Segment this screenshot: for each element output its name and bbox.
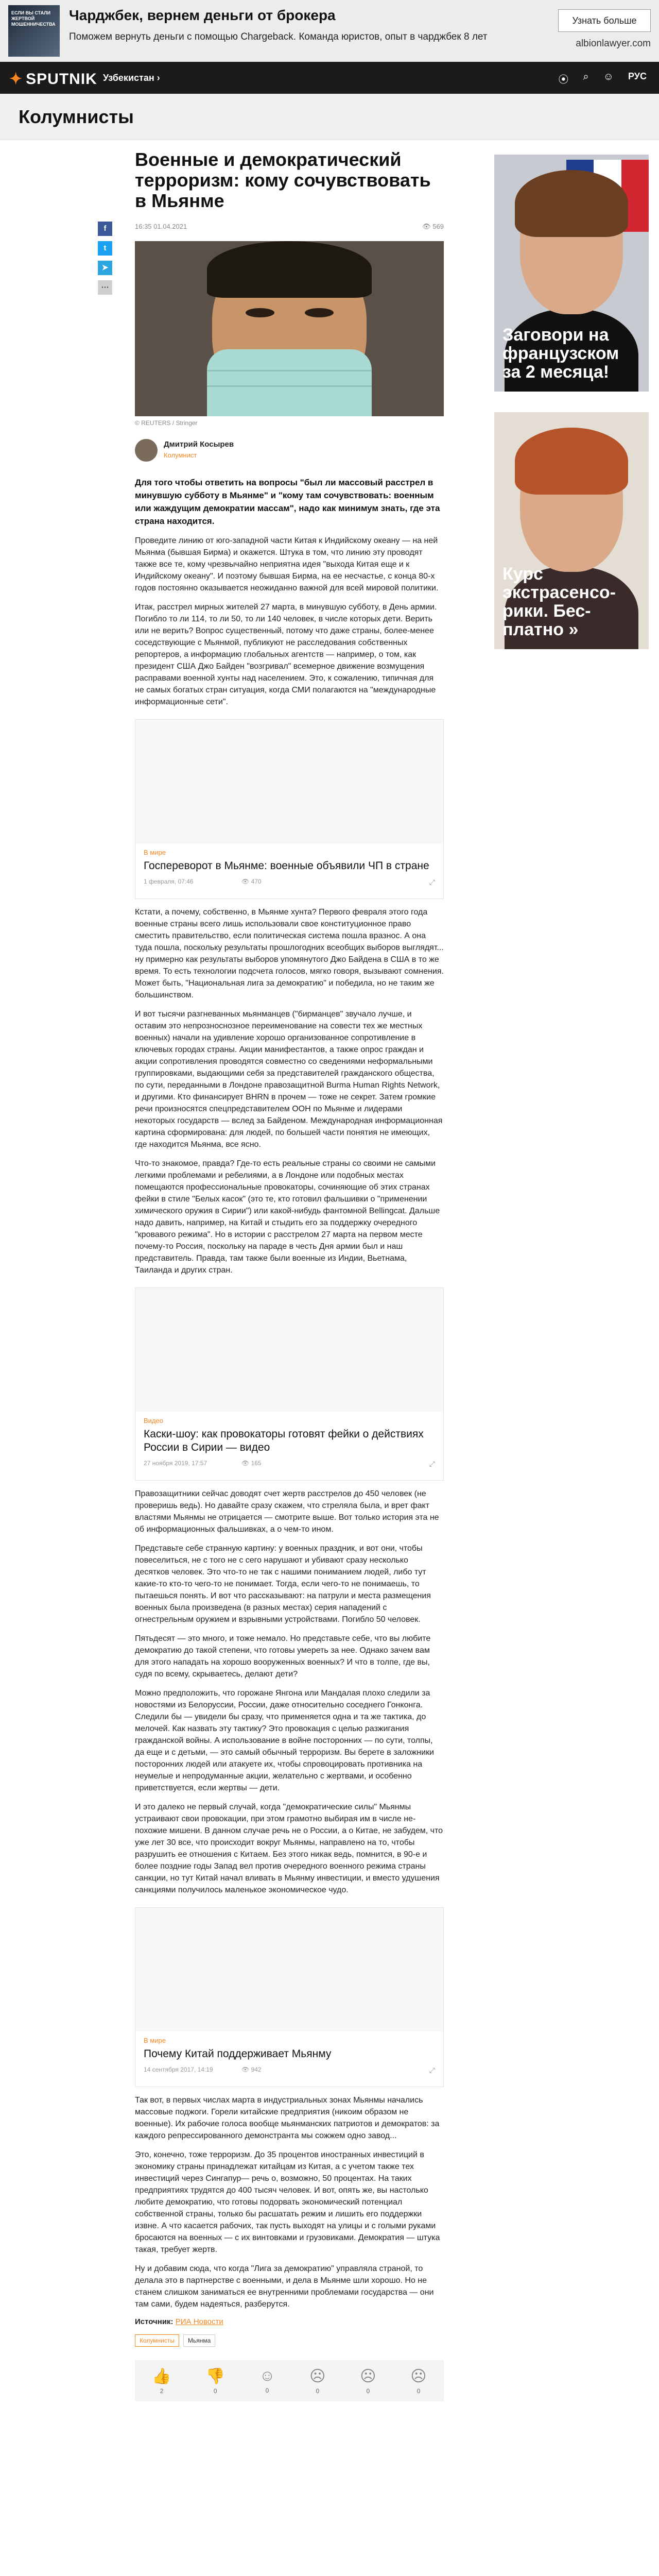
reaction-glyph: ☹ (410, 2367, 427, 2385)
card-date: 1 февраля, 07:46 (144, 878, 194, 885)
ad-banner[interactable] (0, 0, 659, 62)
card-rubric[interactable]: Видео (144, 1417, 163, 1425)
radio-icon[interactable]: ⦿ (558, 74, 569, 86)
sad-icon[interactable] (360, 2367, 376, 2395)
promo-extrasensory-course[interactable] (494, 412, 649, 649)
reaction-glyph: 👍 (152, 2367, 171, 2385)
sputnik-logo[interactable] (9, 70, 97, 88)
article-paragraph: Кстати, а почему, собственно, в Мьянме хунта? Первого февраля этого года военные страны всего лишь использовали свое конституционное право сместить правительство, если политическая система пошла вразнос. А она туда пошла, поскольку результаты прошлогодних всеобщих выборов выглядят... ну примерно как результаты выборов упомянутого Джо Байдена в США в то же время. То есть технологии подсчета голосов, мягко говоря, вызывают сомнения. Может быть, "Национальная лига за демократию" и победила, но не таким же большинством. (135, 908, 444, 999)
photo-caption[interactable]: © REUTERS / Stringer (135, 419, 198, 427)
photo-eye-right (305, 308, 334, 317)
article-title: Военные и демократический терроризм: кому сочувствовать в Мьянме (135, 149, 431, 211)
search-icon[interactable]: ⌕ (583, 71, 589, 82)
expand-icon[interactable]: ⤢ (429, 878, 435, 886)
ad-description: Поможем вернуть деньги с помощью Chargeback. Команда юристов, опыт в чарджбек 8 лет (69, 31, 488, 42)
card-views-count: 470 (251, 878, 262, 885)
article-paragraph: Так вот, в первых числах марта в индустриальных зонах Мьянмы начались массовые поджоги. Горели китайские предприятия (никоим образом не военные). Их рабочие голоса вообще мьянманских патриотов и демократов: за каждого репрессированного демонстранта мы сожжем одно завод... (135, 2096, 440, 2140)
angry-icon[interactable] (410, 2367, 426, 2395)
ad-thumbnail[interactable] (8, 5, 60, 57)
article-paragraph: Итак, расстрел мирных жителей 27 марта, в минувшую субботу, в День армии. Погибло то ли 114, то ли 50, то ли 140 человек, в числе которых дети. Верить или не верить? Вопрос существенный, потому что даже страны, более-менее соседствующие с Мьянмой, публикуют не расследования собственных репортеров, а информацию глобальных агентств — например, о том, как президент США Джо Байден "возгривал" всемерное движение возмущения расправами военной хунты над населением. Это, к сожалению, типичная для не самых богатых стран ситуация, когда СМИ полагаются на "международные информационные сети". (135, 603, 437, 706)
article-paragraph: Пятьдесят — это много, и тоже немало. Но представьте себе, что вы любите демократию до такой степени, что готовы умереть за нее. Однако зачем вам для этого нападать на хорошо вооруженных военных? И что в толпе, где вы, судя по всему, скрываетесь, делают дети? (135, 1634, 431, 1679)
card-image[interactable] (135, 1908, 443, 2031)
author-name[interactable]: Дмитрий Косырев (164, 440, 234, 449)
reaction-count: 0 (417, 2387, 421, 2395)
article-paragraph: И это далеко не первый случай, когда "демократические силы" Мьянмы устраивают свои провокации, при этом грамотно выбирая им в числе не-похожие мишени. В данном случае речь не о России, а о Китае, не забудем, что уже лет 30 все, что происходит вокруг Мьянмы, направлено на то, чтобы разрушить ее отношения с Китаем. Без этого никак ведь, помнится, в 90-е и более поздние годы Запад вел против очередного военного режима страны санкции, но тут Китай начал вливать в Мьянму инвестиции, и вместо удушения санкциями получилось маленькое экономическое чудо. (135, 1803, 443, 1894)
promo-text[interactable]: Курс экстрасенсо-рики. Бес-платно » (502, 564, 616, 639)
expand-icon[interactable]: ⤢ (429, 1460, 435, 1468)
facebook-share-button[interactable]: f (98, 222, 112, 236)
surprise-icon[interactable] (309, 2367, 325, 2395)
card-image[interactable] (135, 1288, 443, 1412)
article-date: 16:35 01.04.2021 (135, 223, 187, 230)
article-paragraph: Представьте себе странную картину: у военных праздник, и вот они, чтобы повеселиться, не с того не с сего нарушают и убивают сразу несколько десятков человек. Это что-то не так с нашими пониманием людей, либо тут какие-то кто-то чего-то не понимает. Тогда, если чего-то не понимаешь, то пытаешься понять. И вот что рассказывают: на патрули и места размещения военных была произведена (в разных местах) серия нападений с огнестрельным оружием и взрывными устройствами. Погибло 50 человек. (135, 1544, 431, 1624)
article-views (422, 223, 444, 231)
sidebar (494, 155, 649, 670)
share-bar (98, 222, 112, 300)
source-link[interactable]: РИА Новости (175, 2317, 223, 2326)
reaction-count: 2 (160, 2387, 164, 2395)
photo-mask (207, 349, 372, 416)
user-icon[interactable]: ☺ (603, 71, 614, 82)
tag-list (135, 2334, 444, 2347)
author-avatar[interactable] (135, 439, 158, 462)
card-date: 27 ноября 2019, 17:57 (144, 1460, 207, 1467)
related-article-card[interactable] (135, 719, 444, 899)
related-article-card[interactable] (135, 1907, 444, 2087)
article-photo (135, 241, 444, 416)
reaction-count: 0 (213, 2387, 217, 2395)
article-paragraph: Это, конечно, тоже терроризм. До 35 процентов иностранных инвестиций в экономику страны принадлежат китайцам из Китая, а с учетом также тех инвестиций через Сингапур— речь о, возможно, 50 процентах. На таких предприятиях трудятся до 400 тысяч человек. И вот, опять же, вы настолько любите демократию, что готовы подорвать экономический потенциал собственной страны, только бы расшатать режим и лишить его поддержки извне. А что касается рабочих, так пусть выходят на улицы и с голыми руками бросаются на военных — с их винтовками и грузовиками. Демократия — штука такая, требует жертв. (135, 2150, 440, 2254)
photo-mask-stripe (207, 385, 372, 387)
article-meta (135, 223, 444, 235)
card-views-count: 942 (251, 2066, 262, 2073)
reaction-count: 0 (366, 2387, 370, 2395)
card-views: 👁 165 (241, 1460, 262, 1467)
section-title[interactable]: Колумнисты (19, 106, 134, 127)
section-header (0, 94, 659, 140)
card-title[interactable]: Каски-шоу: как провокаторы готовят фейки о действиях России в Сирии — видео (144, 1428, 424, 1453)
card-meta (144, 878, 435, 895)
more-share-button[interactable]: ⋯ (98, 280, 112, 295)
ad-domain[interactable]: albionlawyer.com (576, 38, 651, 49)
thumbs-up-icon[interactable] (152, 2367, 171, 2395)
language-selector[interactable]: РУС (628, 71, 647, 81)
article-paragraph: Ну и добавим сюда, что когда "Лига за демократию" управляла страной, то делала это в партнерстве с военными, и дела в Мьянме шли хорошо. Но не станем слишком заниматься ее внутренними проблемами государства — они там сами, будем надеяться, разберутся. (135, 2264, 434, 2309)
twitter-share-button[interactable]: t (98, 241, 112, 256)
reaction-glyph: ☹ (360, 2367, 376, 2385)
reaction-glyph: ☹ (309, 2367, 326, 2385)
smile-icon[interactable] (259, 2367, 275, 2394)
card-title[interactable]: Госпереворот в Мьянме: военные объявили ЧП в стране (144, 860, 429, 872)
card-title[interactable]: Почему Китай поддерживает Мьянму (144, 2048, 332, 2060)
reaction-count: 0 (316, 2387, 320, 2395)
card-meta (144, 2066, 435, 2083)
promo-person-hair (515, 170, 628, 237)
card-rubric[interactable]: В мире (144, 2037, 166, 2044)
photo-hair (207, 241, 372, 298)
author-block[interactable] (135, 436, 444, 467)
reaction-glyph: ☺ (259, 2367, 275, 2384)
ad-title[interactable]: Чарджбек, вернем деньги от брокера (69, 7, 336, 23)
article (135, 149, 444, 2401)
article-paragraph: Проведите линию от юго-западной части Китая к Индийскому океану — на ней Мьянма (бывшая Бирма) и окажется. Штука в том, что линию эту проводят также все те, кому чрезвычайно неприятна идея "выхода Китая еще и к Индийскому океану". И поэтому бывшая Бирма, на ее несчастье, с конца 80-х годов постоянно оказывается неожиданно важной для всей мировой политики. (135, 536, 439, 592)
star-icon: ✦ (9, 71, 23, 88)
photo-mask-stripe (207, 370, 372, 371)
thumbs-down-icon[interactable] (206, 2367, 225, 2395)
card-views-count: 165 (251, 1460, 262, 1467)
promo-text[interactable]: Заговори на французском за 2 месяца! (502, 325, 619, 382)
promo-french-course[interactable] (494, 155, 649, 392)
telegram-share-button[interactable]: ➤ (98, 261, 112, 275)
article-paragraph: И вот тысячи разгневанных мьянманцев ("бирманцев" звучало лучше, и оставим это непрозноснозное переименование на совести тех же местных военных) начали на удивление хорошо организованное сопротивление в ключевых городах страны. Акции манифестантов, а также опрос граждан и акции сопротивления проводятся совместно со сведениями неформальными группировками, выдающими себя за представителей гражданского общества, по сути, переданными в Лондоне правозащитной Burma Human Rights Network, и другими. Кто финансирует BHRN в прочем — тоже не секрет. Затем громкие речи произносятся спецпредставителем ООН по Мьянме и лидерами некоторых государств — вслед за Байденом. Международная информационная картина сформирована: для людей, по большей части понятия не имеющих, где находится Мьянма, все ясно. (135, 1010, 443, 1149)
article-paragraph: Что-то знакомое, правда? Где-то есть реальные страны со своими не самыми легкими проблемами и ребелиями, а в Лондоне или подобных местах помещаются профессиональные провокаторы, сочиняющие об этих странах фейки в стиле "Белых касок" (это те, кто готовил фальшивки о "применении химического оружия в Сирии") или какой-нибудь фантомной Bellingcat. Дальше надо давить, например, на Китай и стыдить его за поддержку очередного "кровавого режима". Но в истории с расстрелом 27 марта на первом месте почему-то Россия, поскольку на параде в честь Дня армии был и наш представитель. Правда, там также были военные из Индии, Вьетнама, Таиланда и других стран. (135, 1159, 440, 1275)
tag-columnists[interactable]: Колумнисты (135, 2334, 179, 2347)
card-rubric[interactable]: В мире (144, 849, 166, 856)
views-count: 569 (432, 223, 444, 230)
logo-text: SPUTNIK (26, 71, 97, 88)
top-navigation (0, 62, 659, 94)
tag-myanmar[interactable]: Мьянма (183, 2334, 215, 2347)
card-date: 14 сентября 2017, 14:19 (144, 2066, 213, 2073)
eye-icon: 👁 (422, 223, 431, 230)
author-role[interactable]: Колумнист (164, 451, 197, 459)
article-paragraph: Правозащитники сейчас доводят счет жертв расстрелов до 450 человек (не проверишь ведь). Но давайте сразу скажем, что стреляла была, и врет факт властями Мьянмы не отрицается — смотрите выше. Вот только история эта не об информационных фальшивках, а о чем-то ином. (135, 1489, 439, 1534)
photo-eye-left (246, 308, 274, 317)
card-meta (144, 1460, 435, 1477)
card-views: 👁 470 (241, 878, 262, 885)
expand-icon[interactable]: ⤢ (429, 2066, 435, 2074)
reaction-count: 0 (265, 2387, 269, 2394)
promo-person-hair (515, 428, 628, 495)
article-paragraph: Можно предположить, что горожане Янгона или Мандалая плохо следили за новостями из Белоруссии, России, даже относительно соседнего Гонконга. Следили бы — увидели бы сразу, что применяется одна и та же тактика, до мелочей. Как назвать эту тактику? Это провокация с целью разжигания гражданской войны. А использование в войне посторонних — по сути, толпы, да еще и с детьми, — это самый обычный терроризм. Вы берете в заложники посторонних людей или атакуете их, чтобы спровоцировать противника на неумелые и непродуманные акции, желательно с жертвами, и особенно приветствуется, если жертвы — дети. (135, 1689, 434, 1792)
article-source (135, 2317, 444, 2326)
region-label: Узбекистан (103, 73, 154, 83)
region-selector[interactable] (103, 73, 160, 83)
card-image[interactable] (135, 720, 443, 843)
card-views: 👁 942 (241, 2066, 262, 2073)
ad-learn-more-button[interactable]: Узнать больше (558, 9, 651, 32)
region-chevron-icon: › (157, 73, 160, 83)
reaction-glyph: 👎 (205, 2367, 225, 2385)
source-label: Источник: (135, 2317, 174, 2326)
ad-thumbnail-text: ЕСЛИ ВЫ СТАЛИ ЖЕРТВОЙ МОШЕННИЧЕСТВА (11, 10, 56, 27)
related-article-card[interactable] (135, 1287, 444, 1481)
article-lead: Для того чтобы ответить на вопросы "был ли массовый расстрел в минувшую субботу в Мьянме" и "кому там сочувствовать: военным или жаждущим демократии массам", надо как минимум знать, где эта страна находится. (135, 478, 440, 526)
reactions-bar (135, 2360, 444, 2401)
